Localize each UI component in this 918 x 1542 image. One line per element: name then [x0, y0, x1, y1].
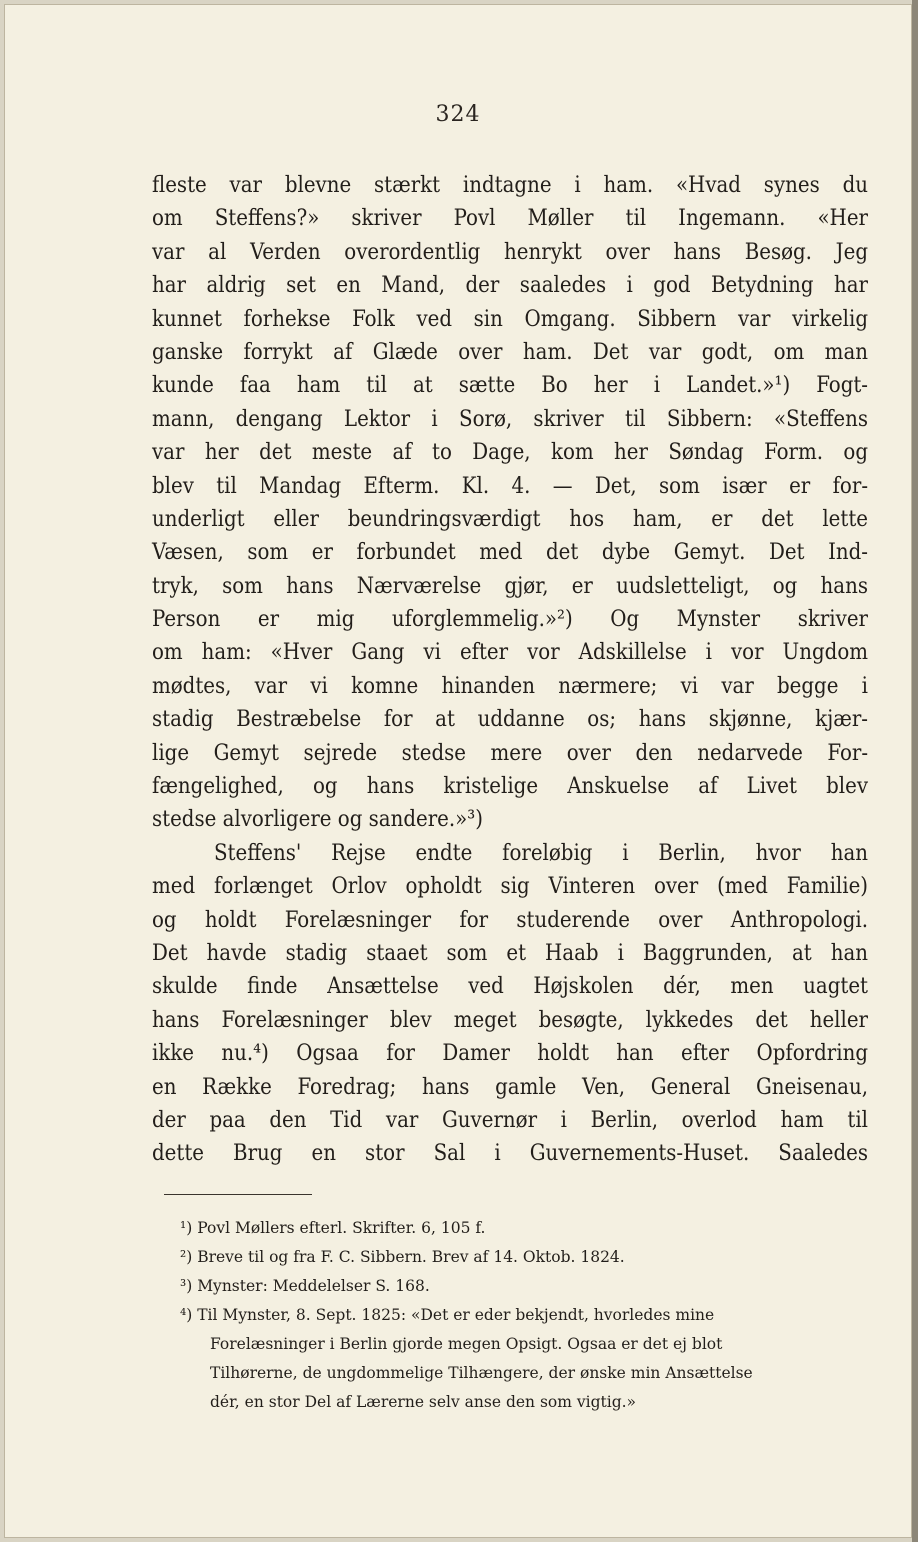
paragraph-start-line: Steffens' Rejse endte foreløbig i Berlin, hvor han	[214, 840, 868, 866]
text-line: Det havde stadig staaet som et Haab i Baggrunden, at han	[152, 940, 868, 966]
footnote-2: ²) Breve til og fra F. C. Sibbern. Brev af 14. Oktob. 1824.	[180, 1248, 625, 1266]
text-line: fleste var blevne stærkt indtagne i ham. «Hvad synes du	[152, 173, 868, 198]
text-line: ganske forrykt af Glæde over ham. Det var godt, om man	[152, 339, 868, 365]
text-line: stadig Bestræbelse for at uddanne os; hans skjønne, kjær-	[152, 707, 868, 733]
page-number: 324	[435, 102, 481, 127]
text-line: Person er mig uforglemmelig.»²) Og Mynster skriver	[152, 607, 868, 633]
text-line: en Række Foredrag; hans gamle Ven, General Gneisenau,	[152, 1074, 868, 1100]
text-line: hans Forelæsninger blev meget besøgte, lykkedes det heller	[152, 1007, 868, 1033]
text-line: og holdt Forelæsninger for studerende over Anthropologi.	[152, 907, 868, 933]
footnote-4-continuation: dér, en stor Del af Lærerne selv anse den som vigtig.»	[210, 1393, 637, 1411]
body-text	[152, 169, 868, 1171]
text-line: var her det meste af to Dage, kom her Søndag Form. og	[152, 440, 868, 466]
text-line: mann, dengang Lektor i Sorø, skriver til Sibbern: «Steffens	[152, 406, 868, 432]
text-line: dette Brug en stor Sal i Guvernements-Huset. Saaledes	[152, 1141, 868, 1167]
text-line: tryk, som hans Nærværelse gjør, er uudsletteligt, og hans	[152, 573, 868, 599]
book-page	[4, 4, 912, 1538]
text-line: blev til Mandag Efterm. Kl. 4. — Det, som især er for-	[152, 473, 868, 499]
footnote-3: ³) Mynster: Meddelelser S. 168.	[180, 1277, 430, 1295]
footnotes	[180, 1214, 880, 1417]
text-line: med forlænget Orlov opholdt sig Vinteren over (med Familie)	[152, 874, 868, 900]
footnote-1: ¹) Povl Møllers efterl. Skrifter. 6, 105 f.	[180, 1219, 486, 1237]
footnote-4: ⁴) Til Mynster, 8. Sept. 1825: «Det er eder bekjendt, hvorledes mine	[180, 1306, 715, 1324]
footnote-4-continuation: Forelæsninger i Berlin gjorde megen Opsigt. Ogsaa er det ej blot	[210, 1335, 723, 1353]
text-line: kunde faa ham til at sætte Bo her i Landet.»¹) Fogt-	[152, 373, 868, 399]
footnote-divider	[164, 1194, 312, 1195]
text-line: kunnet forhekse Folk ved sin Omgang. Sibbern var virkelig	[152, 306, 868, 332]
text-line: har aldrig set en Mand, der saaledes i god Betydning har	[152, 273, 868, 299]
text-line: der paa den Tid var Guvernør i Berlin, overlod ham til	[152, 1107, 868, 1133]
text-line: ikke nu.⁴) Ogsaa for Damer holdt han efter Opfordring	[152, 1041, 868, 1067]
text-line: fængelighed, og hans kristelige Anskuelse af Livet blev	[152, 774, 868, 800]
text-line: lige Gemyt sejrede stedse mere over den nedarvede For-	[152, 740, 868, 766]
scan-edge	[912, 0, 918, 1542]
text-line: skulde finde Ansættelse ved Højskolen dér, men uagtet	[152, 974, 868, 1000]
text-line: mødtes, var vi komne hinanden nærmere; vi var begge i	[152, 673, 868, 699]
text-line: om Steffens?» skriver Povl Møller til Ingemann. «Her	[152, 206, 868, 232]
text-line: Væsen, som er forbundet med det dybe Gemyt. Det Ind-	[152, 540, 868, 566]
footnote-4-continuation: Tilhørerne, de ungdommelige Tilhængere, der ønske min Ansættelse	[210, 1364, 753, 1382]
text-line: var al Verden overordentlig henrykt over hans Besøg. Jeg	[152, 239, 868, 265]
text-line: underligt eller beundringsværdigt hos ham, er det lette	[152, 506, 868, 532]
text-line: om ham: «Hver Gang vi efter vor Adskillelse i vor Ungdom	[152, 640, 868, 666]
paragraph-end-line: stedse alvorligere og sandere.»³)	[152, 807, 483, 833]
